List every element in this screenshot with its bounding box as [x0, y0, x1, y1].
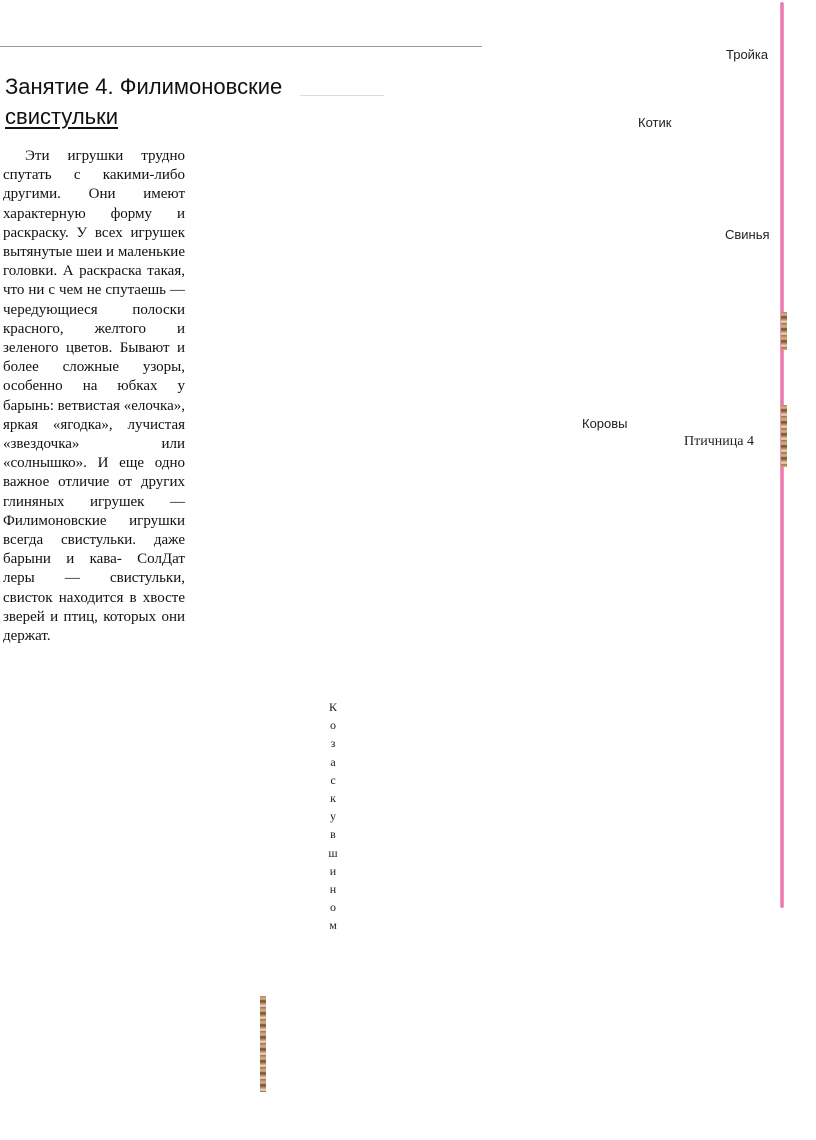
vertical-letter: в: [330, 827, 336, 842]
top-divider: [0, 46, 482, 47]
vertical-letter: у: [330, 809, 336, 824]
vertical-caption: [326, 698, 340, 935]
vertical-letter: з: [330, 736, 336, 751]
vertical-letter: а: [330, 754, 336, 769]
title-line-2: [5, 102, 315, 132]
image-fragment-strip: [781, 405, 787, 467]
vertical-letter: о: [330, 900, 336, 915]
title-line-1: Занятие 4. Филимоновские: [5, 74, 283, 99]
title-line-2-part-b: тульки: [50, 104, 119, 129]
image-fragment-strip: [781, 312, 787, 350]
body-paragraph: Эти игрушки трудно спутать с какими-либо другими. Они имеют характерную форму и раскраску. У всех игрушек вытянутые шеи и маленькие головки. А раскраска такая, что ни с чем не спутаешь — чередующиеся полоски красного, желтого и зеленого цветов. Бывают и более сложные узоры, особенно на юбках у барынь: ветвистая «елочка», яркая «ягодка», лучистая «звездочка» или «солнышко». И еще одно важное отличие от других глиняных игрушек — Филимоновские игрушки всегда свистульки. даже барыни и кава- СолДат леры — свистульки, свисток находится в хвосте зверей и птиц, которых они держат.: [3, 148, 185, 645]
vertical-letter: м: [329, 918, 337, 933]
label-ptichnitsa: Птичница 4: [684, 434, 754, 449]
vertical-letter: к: [330, 791, 336, 806]
vertical-letter: с: [330, 772, 336, 787]
page-title: [5, 72, 315, 132]
vertical-letter: К: [328, 700, 337, 714]
label-troika: Тройка: [726, 47, 769, 62]
vertical-letter: и: [329, 863, 337, 878]
label-svinya: Свинья: [725, 227, 770, 242]
title-line-2-part-a: свис: [5, 104, 51, 129]
label-kotik: Котик: [638, 115, 672, 130]
vertical-letter: ш: [328, 845, 338, 860]
image-fragment-strip: [260, 996, 266, 1092]
vertical-letter: н: [329, 882, 337, 897]
label-korovy: Коровы: [582, 416, 628, 431]
vertical-letter: о: [330, 718, 336, 733]
